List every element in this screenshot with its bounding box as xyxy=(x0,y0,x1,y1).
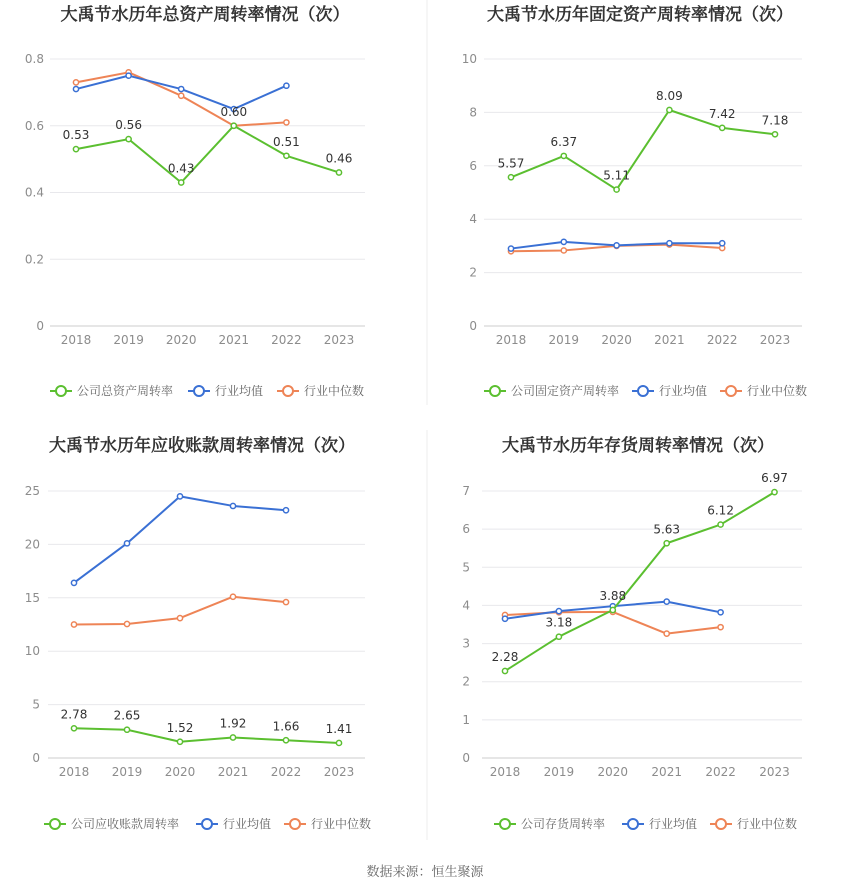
data-label: 3.18 xyxy=(545,615,573,630)
legend-item-avg[interactable] xyxy=(632,383,707,398)
legend-label: 公司存货周转率 xyxy=(521,817,606,831)
data-point-company[interactable] xyxy=(610,607,615,612)
chart-panel-3 xyxy=(25,435,371,831)
y-tick-label: 2 xyxy=(469,265,477,280)
legend-marker-icon xyxy=(290,819,300,829)
y-tick-label: 0.6 xyxy=(24,118,44,133)
data-label: 1.52 xyxy=(166,720,194,735)
legend-item-company[interactable] xyxy=(494,816,605,831)
data-point-company[interactable] xyxy=(772,490,777,495)
legend-marker-icon xyxy=(283,386,293,396)
data-point-company[interactable] xyxy=(179,180,184,185)
data-point-avg[interactable] xyxy=(124,541,129,546)
chart-panel-1 xyxy=(25,4,365,398)
legend-label: 行业均值 xyxy=(659,384,708,398)
legend-label: 行业均值 xyxy=(649,817,698,831)
data-point-company[interactable] xyxy=(283,738,288,743)
data-point-company[interactable] xyxy=(336,740,341,745)
y-tick-label: 2 xyxy=(462,674,470,689)
data-label: 0.51 xyxy=(273,134,300,149)
y-tick-label: 0 xyxy=(469,319,477,333)
data-point-median[interactable] xyxy=(177,615,182,620)
x-tick-label: 2022 xyxy=(706,333,738,347)
data-point-avg[interactable] xyxy=(718,610,723,615)
y-tick-label: 20 xyxy=(24,537,40,552)
chart-panel-4 xyxy=(462,435,802,831)
data-point-company[interactable] xyxy=(124,727,129,732)
chart-title: 大禹节水历年应收账款周转率情况（次） xyxy=(49,436,355,456)
y-tick-label: 0 xyxy=(36,319,44,333)
legend-item-median[interactable] xyxy=(277,383,364,398)
legend-item-avg[interactable] xyxy=(188,383,263,398)
data-label: 1.92 xyxy=(219,716,247,731)
data-label: 1.66 xyxy=(272,719,300,734)
chart-panel-2 xyxy=(462,4,807,398)
x-tick-label: 2018 xyxy=(60,333,92,347)
legend-label: 公司总资产周转率 xyxy=(77,384,174,398)
data-point-median[interactable] xyxy=(73,80,78,85)
chart-title: 大禹节水历年总资产周转率情况（次） xyxy=(60,5,350,25)
data-point-company[interactable] xyxy=(720,125,725,130)
data-point-company[interactable] xyxy=(230,735,235,740)
chart-title: 大禹节水历年固定资产周转率情况（次） xyxy=(487,5,793,25)
data-label: 6.12 xyxy=(707,503,734,518)
x-tick-label: 2018 xyxy=(489,765,521,779)
chart-title: 大禹节水历年存货周转率情况（次） xyxy=(502,436,774,456)
data-label: 0.56 xyxy=(115,118,142,133)
legend-marker-icon xyxy=(638,386,648,396)
data-point-avg[interactable] xyxy=(126,73,131,78)
legend-label: 行业均值 xyxy=(223,817,272,831)
data-label: 2.65 xyxy=(113,708,141,723)
data-point-company[interactable] xyxy=(73,147,78,152)
data-label: 3.88 xyxy=(599,589,627,604)
x-tick-label: 2018 xyxy=(495,333,527,347)
x-tick-label: 2021 xyxy=(654,333,685,347)
data-point-company[interactable] xyxy=(614,187,619,192)
data-point-company[interactable] xyxy=(508,175,513,180)
legend-item-company[interactable] xyxy=(50,383,173,398)
y-tick-label: 5 xyxy=(32,697,40,712)
legend-marker-icon xyxy=(716,819,726,829)
data-label: 0.43 xyxy=(167,161,195,176)
legend-marker-icon xyxy=(726,386,736,396)
x-tick-label: 2019 xyxy=(543,765,575,779)
y-tick-label: 8 xyxy=(469,105,477,120)
data-label: 0.46 xyxy=(325,151,353,166)
y-tick-label: 10 xyxy=(24,644,40,659)
y-tick-label: 6 xyxy=(469,158,477,173)
x-tick-label: 2022 xyxy=(270,765,302,779)
y-tick-label: 6 xyxy=(462,522,470,537)
data-point-median[interactable] xyxy=(284,120,289,125)
data-point-avg[interactable] xyxy=(667,241,672,246)
x-tick-label: 2023 xyxy=(759,765,790,779)
y-tick-label: 0.2 xyxy=(24,252,44,267)
legend-label: 行业中位数 xyxy=(304,384,365,398)
data-point-company[interactable] xyxy=(71,726,76,731)
data-point-avg[interactable] xyxy=(720,241,725,246)
data-point-avg[interactable] xyxy=(614,243,619,248)
y-tick-label: 15 xyxy=(24,590,40,605)
data-label: 7.18 xyxy=(761,113,789,128)
legend-label: 行业均值 xyxy=(215,384,264,398)
data-point-company[interactable] xyxy=(718,522,723,527)
data-point-company[interactable] xyxy=(772,132,777,137)
data-label: 2.78 xyxy=(60,707,88,722)
data-point-company[interactable] xyxy=(231,123,236,128)
data-label: 0.53 xyxy=(62,128,90,143)
x-tick-label: 2019 xyxy=(113,333,144,347)
y-tick-label: 10 xyxy=(461,52,477,66)
legend-label: 公司固定资产周转率 xyxy=(511,384,620,398)
data-point-median[interactable] xyxy=(283,599,288,604)
data-point-median[interactable] xyxy=(179,93,184,98)
data-point-avg[interactable] xyxy=(508,246,513,251)
data-point-avg[interactable] xyxy=(230,503,235,508)
data-point-avg[interactable] xyxy=(284,83,289,88)
legend-item-median[interactable] xyxy=(710,816,797,831)
legend-marker-icon xyxy=(56,386,66,396)
data-label: 8.09 xyxy=(656,88,683,103)
x-tick-label: 2022 xyxy=(705,765,736,779)
legend-label: 行业中位数 xyxy=(747,384,808,398)
x-tick-label: 2020 xyxy=(165,333,197,347)
legend-item-median[interactable] xyxy=(284,816,371,831)
data-point-company[interactable] xyxy=(336,170,341,175)
x-tick-label: 2020 xyxy=(601,333,632,347)
x-tick-label: 2023 xyxy=(759,333,791,347)
x-tick-label: 2023 xyxy=(323,333,355,347)
data-point-avg[interactable] xyxy=(177,494,182,499)
data-point-avg[interactable] xyxy=(561,239,566,244)
y-tick-label: 0 xyxy=(462,751,470,765)
data-point-avg[interactable] xyxy=(73,86,78,91)
legend-item-avg[interactable] xyxy=(622,816,697,831)
data-point-company[interactable] xyxy=(177,739,182,744)
data-label: 7.42 xyxy=(708,106,736,121)
data-label: 0.60 xyxy=(220,104,248,119)
data-label: 5.11 xyxy=(603,168,630,183)
legend-marker-icon xyxy=(628,819,638,829)
y-tick-label: 4 xyxy=(469,212,477,227)
data-source-note: 数据来源：恒生聚源 xyxy=(366,865,484,880)
data-label: 2.28 xyxy=(491,650,519,665)
x-tick-label: 2023 xyxy=(323,765,355,779)
data-label: 6.97 xyxy=(761,471,788,486)
data-point-avg[interactable] xyxy=(556,609,561,614)
data-label: 1.41 xyxy=(325,721,353,736)
data-point-median[interactable] xyxy=(718,625,723,630)
data-point-avg[interactable] xyxy=(502,616,507,621)
series-line-company xyxy=(511,110,775,190)
data-label: 5.57 xyxy=(497,156,525,171)
y-tick-label: 7 xyxy=(462,484,470,498)
data-point-avg[interactable] xyxy=(283,508,288,513)
legend-marker-icon xyxy=(194,386,204,396)
y-tick-label: 25 xyxy=(24,484,40,498)
data-point-company[interactable] xyxy=(284,153,289,158)
series-line-avg xyxy=(74,496,286,583)
y-tick-label: 0 xyxy=(32,751,40,765)
data-point-company[interactable] xyxy=(556,634,561,639)
x-tick-label: 2019 xyxy=(111,765,143,779)
data-point-avg[interactable] xyxy=(71,580,76,585)
x-tick-label: 2022 xyxy=(271,333,302,347)
data-point-median[interactable] xyxy=(124,621,129,626)
legend-marker-icon xyxy=(50,819,60,829)
y-tick-label: 0.8 xyxy=(24,52,44,66)
x-tick-label: 2020 xyxy=(597,765,629,779)
data-label: 5.63 xyxy=(653,522,681,537)
y-tick-label: 3 xyxy=(462,636,470,651)
data-point-company[interactable] xyxy=(561,153,566,158)
data-point-avg[interactable] xyxy=(664,599,669,604)
x-tick-label: 2021 xyxy=(651,765,682,779)
legend-item-company[interactable] xyxy=(484,383,619,398)
data-point-company[interactable] xyxy=(126,137,131,142)
legend-label: 公司应收账款周转率 xyxy=(71,817,180,831)
y-tick-label: 1 xyxy=(462,712,470,727)
series-line-company xyxy=(505,492,775,671)
y-tick-label: 4 xyxy=(462,598,470,613)
data-point-median[interactable] xyxy=(664,631,669,636)
x-tick-label: 2019 xyxy=(548,333,580,347)
data-point-median[interactable] xyxy=(561,248,566,253)
data-point-avg[interactable] xyxy=(179,86,184,91)
x-tick-label: 2018 xyxy=(58,765,90,779)
legend-label: 行业中位数 xyxy=(311,817,372,831)
legend-marker-icon xyxy=(202,819,212,829)
legend-item-avg[interactable] xyxy=(196,816,271,831)
data-point-company[interactable] xyxy=(664,541,669,546)
data-label: 6.37 xyxy=(550,134,578,149)
data-point-median[interactable] xyxy=(71,622,76,627)
legend-marker-icon xyxy=(500,819,510,829)
y-tick-label: 0.4 xyxy=(24,185,44,200)
x-tick-label: 2021 xyxy=(217,765,249,779)
x-tick-label: 2021 xyxy=(218,333,250,347)
legend-item-median[interactable] xyxy=(720,383,807,398)
legend-marker-icon xyxy=(490,386,500,396)
legend-label: 行业中位数 xyxy=(737,817,798,831)
y-tick-label: 5 xyxy=(462,560,470,575)
data-point-median[interactable] xyxy=(230,594,235,599)
data-point-company[interactable] xyxy=(502,668,507,673)
data-point-company[interactable] xyxy=(667,107,672,112)
x-tick-label: 2020 xyxy=(164,765,196,779)
legend-item-company[interactable] xyxy=(44,816,179,831)
